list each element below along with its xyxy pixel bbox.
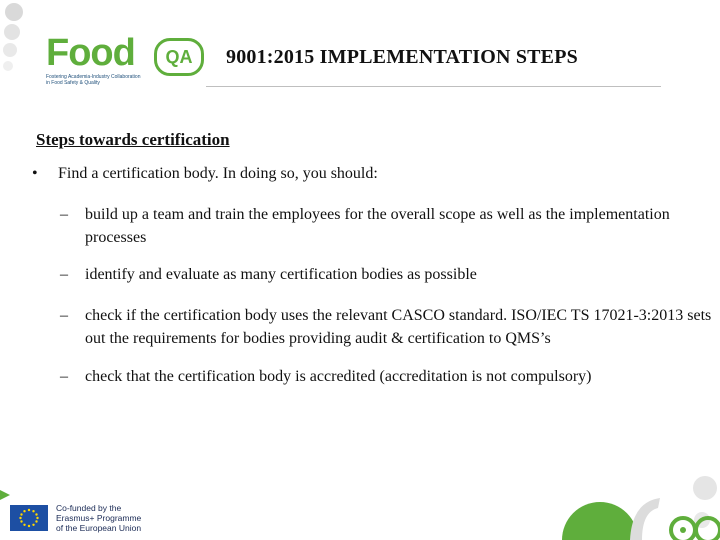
- logo-tagline: Fostering Academia-Industry Collaboration in Food Safety & Quality: [46, 74, 141, 86]
- dash-mark: –: [60, 206, 68, 223]
- corner-decoration: [0, 0, 40, 80]
- bullet-item: [32, 165, 378, 183]
- dash-item: [60, 365, 720, 388]
- deco-f-mark: [630, 498, 660, 540]
- eu-text-line: Erasmus+ Programme: [56, 513, 142, 523]
- title-divider: [206, 86, 661, 87]
- logo-word: Food: [46, 32, 135, 74]
- dash-item-text: check if the certification body uses the relevant CASCO standard. ISO/IEC TS 17021-3:2013 sets out the requirements for bodies providing audit & certification to QMS’s: [85, 307, 712, 347]
- deco-circle: [4, 24, 20, 40]
- deco-green-circle: [562, 502, 638, 540]
- foodqa-logo: [46, 34, 206, 94]
- eu-flag-icon: [10, 505, 48, 531]
- dash-item: [60, 304, 720, 350]
- dash-item-text: build up a team and train the employees for the overall scope as well as the implementation processes: [85, 206, 670, 246]
- eu-cofunding-text: [56, 503, 141, 533]
- logo-badge: QA: [154, 38, 204, 76]
- bullet-text: Find a certification body. In doing so, you should:: [58, 165, 378, 182]
- dash-item-text: check that the certification body is accredited (accreditation is not compulsory): [85, 368, 592, 385]
- section-subtitle: Steps towards certification: [36, 130, 230, 149]
- triangle-shape: [0, 490, 10, 500]
- dash-mark: –: [60, 266, 68, 283]
- dash-item: [60, 203, 720, 249]
- deco-circle: [693, 476, 717, 500]
- dash-item-text: identify and evaluate as many certification bodies as possible: [85, 266, 477, 283]
- deco-circle: [3, 61, 13, 71]
- page-title: 9001:2015 IMPLEMENTATION STEPS: [226, 46, 578, 68]
- deco-circle: [3, 43, 17, 57]
- bullet-mark: •: [32, 165, 38, 182]
- dash-item: [60, 263, 720, 286]
- dash-mark: –: [60, 368, 68, 385]
- dash-mark: –: [60, 307, 68, 324]
- bottom-right-decoration: [490, 430, 720, 540]
- eu-text-line: Co-funded by the: [56, 503, 122, 513]
- deco-dot: [680, 527, 686, 533]
- eu-text-line: of the European Union: [56, 523, 142, 533]
- deco-circle: [5, 3, 23, 21]
